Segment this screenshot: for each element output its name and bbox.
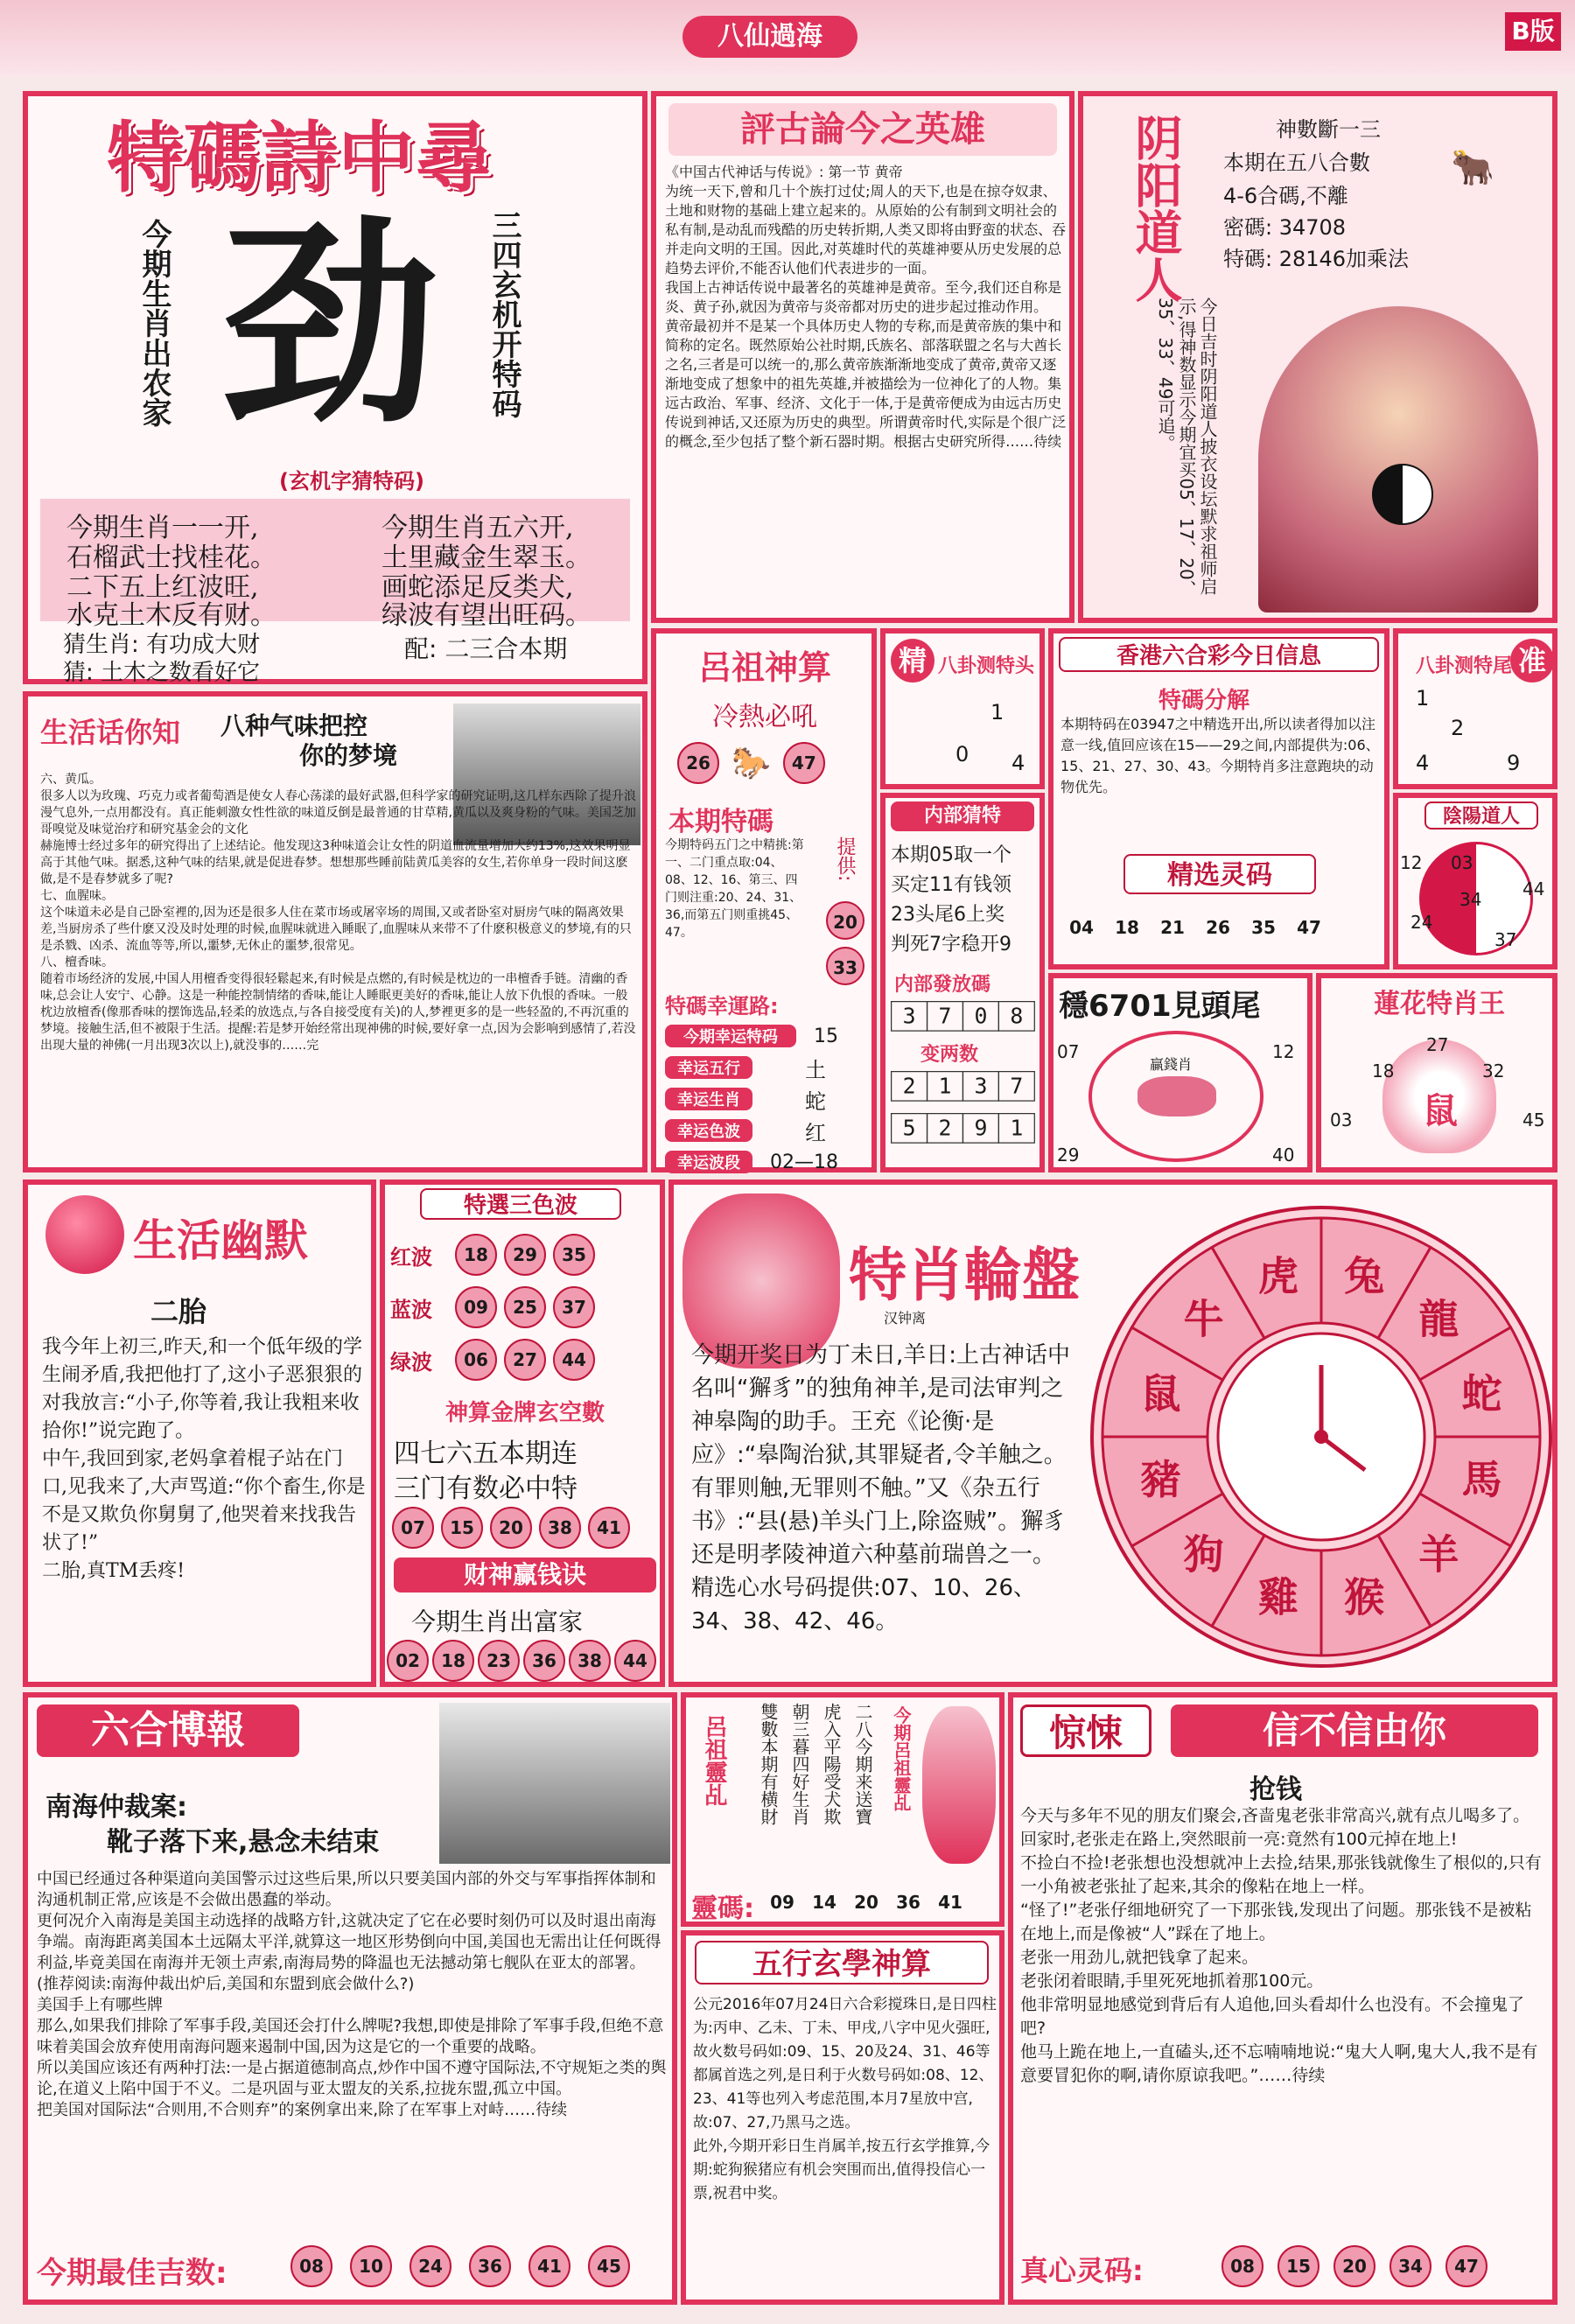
zodiac-label: 馬 xyxy=(1461,1456,1502,1504)
shock-title-1: 惊悚 xyxy=(1020,1704,1152,1757)
lucky-row xyxy=(665,1083,866,1115)
yinyang2-title: 陰陽道人 xyxy=(1424,802,1538,830)
poem-guess-1: 猜生肖: 有功成大财 xyxy=(63,632,261,658)
inner-box xyxy=(880,793,1045,1172)
lotus-num: 27 xyxy=(1426,1034,1449,1055)
wheel-box xyxy=(668,1180,1558,1687)
gold-ball: 41 xyxy=(588,1507,630,1549)
news-head-2: 靴子落下来,悬念未结束 xyxy=(107,1827,380,1858)
shock-title-2: 信不信由你 xyxy=(1171,1704,1538,1757)
best-ball: 41 xyxy=(528,2245,570,2287)
steady-ball: 07 xyxy=(1057,1041,1080,1062)
life-tag: 生活话你知 xyxy=(40,716,181,749)
lucky-row xyxy=(665,1115,866,1146)
gold-line-1: 四七六五本期连 xyxy=(394,1438,578,1469)
lucky-list xyxy=(665,1020,866,1178)
pick-ball: 26 xyxy=(1206,917,1230,938)
bagua-left-box xyxy=(880,628,1045,789)
digits-row-3 xyxy=(891,1113,1043,1144)
color-rows xyxy=(390,1228,598,1386)
pick-ball: 47 xyxy=(1297,917,1321,938)
masthead-title: 八仙過海 xyxy=(682,16,858,58)
lucky-label: 幸运波段 xyxy=(665,1151,752,1173)
lingqian-right: 今期呂祖靈乩 xyxy=(891,1706,912,1811)
digit: 2 xyxy=(891,1071,928,1102)
zodiac-label: 狗 xyxy=(1183,1530,1224,1578)
wheel-author: 汉钟离 xyxy=(884,1310,927,1326)
lvzu-title: 呂祖神算 xyxy=(697,648,831,687)
digit: 1 xyxy=(927,1071,963,1102)
color-title: 特選三色波 xyxy=(420,1188,621,1220)
history-title: 評古論今之英雄 xyxy=(668,103,1057,156)
pick-ball: 35 xyxy=(1251,917,1276,938)
yin-yang-icon xyxy=(1372,464,1433,525)
news-title: 六合博報 xyxy=(37,1704,299,1757)
lvzu-special-text: 今期特码五门之中精挑:第一、二门重点取:04、08、12、16、第三、四门则注重:20、24、31、36,而第五门则重挑45、47。 xyxy=(665,838,804,940)
color-row xyxy=(390,1228,598,1281)
yinyang-box xyxy=(1078,91,1558,623)
best-ball: 15 xyxy=(1278,2245,1320,2287)
color-ball: 44 xyxy=(553,1339,595,1381)
poem-line: 今期生肖五六开, xyxy=(382,513,574,543)
lotus-box xyxy=(1316,973,1558,1172)
zodiac-label: 龍 xyxy=(1418,1295,1460,1343)
gold-line-2: 三门有数必中特 xyxy=(394,1474,578,1504)
steady-ball: 29 xyxy=(1057,1144,1080,1166)
lvzu-provide-ball: 20 xyxy=(826,901,864,940)
lotus-num: 45 xyxy=(1522,1110,1545,1130)
shock-best-balls xyxy=(1214,2245,1494,2287)
lingqian-ball: 41 xyxy=(938,1892,962,1913)
edition-tag: B版 xyxy=(1505,12,1561,51)
best-ball: 34 xyxy=(1390,2245,1432,2287)
lingqian-box xyxy=(681,1692,1004,1927)
wheel-text: 今期开奖日为丁未日,羊日:上古神话中名叫“獬豸”的独角神羊,是司法审判之神皋陶的助手。王充《论衡·是应》:“皋陶治狱,其罪疑者,令羊触之。有罪则触,无罪则不触。”又《杂五行书》:“县(悬)羊头门上,除盗贼”。獬豸还是明孝陵神道六种墓前瑞兽之一。精选心水号码提供:07、10、26、34、38、42、46。 xyxy=(691,1342,1071,1634)
shock-story-title: 抢钱 xyxy=(1250,1774,1302,1805)
lingqian-ball: 20 xyxy=(854,1892,878,1913)
gold-ball: 20 xyxy=(490,1507,532,1549)
bagua-right-num: 9 xyxy=(1507,751,1521,775)
lingqian-ball: 14 xyxy=(812,1892,836,1913)
poem-left-vertical: 今期生肖出农家 xyxy=(136,219,172,427)
yinyang-line: 密碼: 34708 xyxy=(1223,215,1347,240)
yinyang2-box xyxy=(1393,793,1558,970)
humor-box xyxy=(23,1180,376,1687)
fortune-line: 今期生肖出富家 xyxy=(411,1607,584,1636)
horse-icon: 🐎 xyxy=(732,746,771,781)
pick-ball: 18 xyxy=(1115,917,1139,938)
lvzu-ball: 26 xyxy=(677,742,719,784)
zodiac-label: 雞 xyxy=(1257,1573,1298,1621)
pick-ball: 21 xyxy=(1160,917,1185,938)
poem-match: 配: 二三合本期 xyxy=(404,634,568,663)
wuxing-title: 五行玄學神算 xyxy=(695,1941,989,1984)
hk-box xyxy=(1048,628,1390,970)
steady-label: 贏錢肖 xyxy=(1150,1056,1193,1073)
sage-figure xyxy=(1258,306,1538,612)
inner-change-title: 变两数 xyxy=(920,1044,979,1066)
bagua-right-title: 准 xyxy=(1510,639,1554,682)
color-ball: 18 xyxy=(455,1234,497,1276)
bagua-right-num: 2 xyxy=(1451,716,1465,740)
smiley-icon xyxy=(46,1195,124,1274)
history-text: 《中国古代神话与传说》: 第一节 黄帝 为统一天下,曾和几十个族打过仗;周人的天下,也是在掠夺奴隶、土地和财物的基础上建立起来的。从原始的公有制到文明社会的私有制,是动乱而残酷的历史转折期,人类又即将由野蛮的状态、吞并走向文明的王国。因此,对英雄时代的英雄神要从历史发展的总趋势去评价,不能否认他们代表进步的一面。 我国上古神话传说中最著名的英雄神是黄帝。至今,我们还自称是炎、黄子孙,就因为黄帝与炎帝都对历史的进步起过推动作用。 黄帝最初并不是某一个具体历史人物的专称,而是黄帝族的集中和简称的定名。既然原始公社时期,氏族名、部落联盟之名与大酋长之名,三者是可以统一的,那么黄帝族渐渐地变成了黄帝,黄帝又逐渐地变成了想象中的祖先英雄,并被描绘为一位神化了的人物。集远古政治、军事、经济、文化于一体,于是黄帝便成为由远古历史传说到神话,又还原为历史的典型。所谓黄帝时代,实际是个很广泛的概念,至少包括了整个新石器时期。根据古史研究所得……待续 xyxy=(665,164,1067,450)
zodiac-label: 豬 xyxy=(1140,1456,1181,1504)
poem-big-char: 劲 xyxy=(220,195,439,452)
hk-pick-title: 精选灵码 xyxy=(1124,854,1316,894)
lucky-row xyxy=(665,1146,866,1178)
history-box xyxy=(651,91,1074,623)
fortune-ball: 02 xyxy=(387,1640,429,1682)
news-photo xyxy=(439,1703,670,1864)
yy2-num: 44 xyxy=(1522,878,1545,900)
life-text: 六、黄瓜。 很多人以为玫瑰、巧克力或者葡萄酒是使女人春心荡漾的最好武器,但科学家的研究证明,这几样东西除了提升浪漫气息外,一点用都没有。真正能刺激女性性欲的味道反倒是最普通的甘草精,黄瓜以及爽身粉的气味。美国芝加哥嗅觉及味觉治疗和研究基金会的文化 赫施博士经过多年的研究得出了上述结论。他发现这3种味道会让女性的阴道血流量增加大约13%,这效果明显高于其他气味。据悉,这种气味的结果,就是促进春梦。想想那些睡前陆黄瓜美容的女生,若你单身一段时间这麽做,是不是春梦就多了呢? 七、血腥味。 这个味道未必是自己卧室裡的,因为还是很多人住在菜市场或屠宰场的周围,又或者卧室对厨房气味的隔离效果差,当厨房杀了些什麽又没及时处理的时候,血腥味就进入睡眠了,血腥味从来带不了什麽积极意义的梦境,有的只是杀戮、凶杀、流血等等,所以,噩梦,无休止的噩梦,很常见。 八、檀香味。 随着市场经济的发展,中国人用檀香变得很轻鬆起来,有时候是点燃的,有时候是枕边的一串檀香手链。清幽的香味,总会让人安宁、心静。这是一种能控制情绪的香味,能让人睡眠更美好的香味,能让人放下仇恨的香味。一般枕边放檀香(像那香味的摆饰选品,轻柔的放选点,与各自接受度有关)的人,梦裡更多的是一些轻盈的,不再沉重的梦境。接触生活,但不被限于生活。提醒:若是梦开始经常出现神佛的时候,要好拿一点,因为会影响到感情了,若没出现大量的神佛(一月出现3次以上),就没事的……完 xyxy=(40,773,636,1053)
poem-line: 画蛇添足反类犬, xyxy=(382,572,574,603)
wuxing-text: 公元2016年07月24日六合彩搅珠日,是日四柱为:丙申、乙未、丁未、甲戌,八字中见火强旺,故火数号码如:09、15、20及24、31、46等都属首选之列,是日利于火数号码如:08、12、23、41等也列入考虑范围,本月7星放中宫,故:07、27,乃黑马之选。 此外,今期开彩日生肖属羊,按五行玄学推算,今期:蛇狗猴猪应有机会突围而出,值得投信心一票,祝君中奖。 xyxy=(693,1996,997,2202)
lotus-center: 鼠 xyxy=(1423,1091,1458,1131)
color-ball: 25 xyxy=(504,1286,546,1328)
wheel-title: 特肖輪盤 xyxy=(849,1242,1080,1309)
yy2-num: 37 xyxy=(1494,929,1517,950)
best-ball: 08 xyxy=(290,2245,332,2287)
poem-line: 土里藏金生翠玉。 xyxy=(382,542,592,573)
poem-right-vertical: 三四玄机开特码 xyxy=(486,210,522,418)
zodiac-label: 鼠 xyxy=(1140,1369,1181,1418)
news-box xyxy=(23,1692,677,2305)
fortune-ball: 44 xyxy=(614,1640,656,1682)
lingqian-col: 朝三暮四好生肖 xyxy=(789,1703,810,1825)
lingqian-col: 二八今期来送寶 xyxy=(852,1703,873,1825)
yinyang-line: 4-6合碼,不離 xyxy=(1223,184,1348,208)
best-ball: 45 xyxy=(588,2245,630,2287)
news-best-label: 今期最佳吉数: xyxy=(37,2256,228,2291)
wuxing-box xyxy=(681,1930,1004,2305)
inner-line: 23头尾6上奖 xyxy=(891,904,1004,926)
color-label: 红波 xyxy=(390,1244,432,1270)
inner-line: 判死7字稳开9 xyxy=(891,934,1012,956)
lotus-num: 32 xyxy=(1482,1060,1505,1082)
fortune-title: 财神赢钱诀 xyxy=(394,1558,656,1592)
yinyang-line: 本期在五八合數 xyxy=(1223,150,1370,175)
gold-title: 神算金牌玄空數 xyxy=(444,1400,605,1426)
steady-box xyxy=(1048,973,1312,1172)
life-box xyxy=(23,691,648,1172)
zodiac-label: 蛇 xyxy=(1461,1369,1502,1418)
bagua-left-sub: 八卦测特头 xyxy=(938,655,1035,677)
poem-caption: (玄机字猜特码) xyxy=(279,469,424,494)
digit: 3 xyxy=(962,1071,999,1102)
color-ball: 37 xyxy=(553,1286,595,1328)
poem-title: 特碼詩中尋 xyxy=(107,113,493,203)
best-ball: 08 xyxy=(1222,2245,1264,2287)
zodiac-label: 兔 xyxy=(1344,1252,1385,1300)
bagua-left-title: 精 xyxy=(891,639,934,682)
poem-line: 绿波有望出旺码。 xyxy=(382,600,592,631)
fortune-ball: 23 xyxy=(478,1640,520,1682)
bagua-right-num: 1 xyxy=(1416,686,1430,710)
poem-line: 今期生肖一一开, xyxy=(66,513,259,543)
lotus-num: 18 xyxy=(1372,1060,1395,1082)
gold-ball: 15 xyxy=(441,1507,483,1549)
life-title-2: 你的梦境 xyxy=(299,741,398,770)
sage-figure xyxy=(922,1706,996,1864)
gold-ball: 07 xyxy=(392,1507,434,1549)
digits-row-2 xyxy=(891,1071,1043,1102)
news-text: 中国已经通过各种渠道向美国警示过这些后果,所以只要美国内部的外交与军事指挥体制和沟通机制正常,应该是不会做出愚蠢的举动。 更何况介入南海是美国主动选择的战略方针,这就决定了它在必要时刻仍可以及时退出南海争端。南海距离美国本土远隔太平洋,就算这一地区形势倒向中国,美国也无需出让任何既得利益,毕竟美国在南海并无领土声索,南海局势的降温也无法撼动第七舰队在亚太的部署。(推荐阅读:南海仲裁出炉后,美国和东盟到底会做什么?) 美国手上有哪些牌 那么,如果我们排除了军事手段,美国还会打什么牌呢?我想,即使是排除了军事手段,但绝不意味着美国会放弃使用南海问题来遏制中国,因为这是它的一个重要的战略。 所以美国应该还有两种打法:一是占据道德制高点,炒作中国不遵守国际法,不守规矩之类的舆论,在道义上陷中国于不义。二是巩固与亚太盟友的关系,拉拢东盟,孤立中国。 把美国对国际法“合则用,不合则弃”的案例拿出来,除了在军事上对峙……待续 xyxy=(37,1870,667,2119)
steady-title: 穩6701見頭尾 xyxy=(1059,989,1261,1024)
fortune-ball: 36 xyxy=(523,1640,565,1682)
lucky-label: 幸运色波 xyxy=(665,1119,752,1142)
fortune-balls xyxy=(385,1640,658,1682)
lucky-label: 幸运生肖 xyxy=(665,1088,752,1110)
digit: 8 xyxy=(998,1001,1035,1032)
lucky-value: 红 xyxy=(805,1120,826,1145)
hk-title: 香港六合彩今日信息 xyxy=(1059,637,1379,672)
inner-title: 内部猜特 xyxy=(891,802,1034,831)
lingqian-ball: 36 xyxy=(896,1892,920,1913)
lingqian-col: 雙數本期有横財 xyxy=(758,1703,779,1825)
yinyang-line: 神數斷一三 xyxy=(1276,117,1381,142)
yinyang-title: 阴阳道人 xyxy=(1128,114,1183,303)
zodiac-label: 羊 xyxy=(1418,1530,1460,1578)
bagua-right-sub: 八卦测特尾 xyxy=(1416,655,1513,677)
bagua-left-num: 1 xyxy=(990,700,1004,724)
lvzu-provide-label: 提供: xyxy=(834,836,856,882)
news-head-1: 南海仲裁案: xyxy=(46,1792,187,1823)
lucky-value: 土 xyxy=(805,1057,826,1082)
news-best-balls xyxy=(282,2245,639,2287)
lucky-value: 02—18 xyxy=(770,1151,838,1173)
best-ball: 24 xyxy=(410,2245,452,2287)
bagua-left-num: 4 xyxy=(1012,751,1026,775)
digit: 7 xyxy=(998,1071,1035,1102)
poem-guess-2: 猜: 土木之数看好它 xyxy=(63,660,261,686)
poem-line: 水克土木反有财。 xyxy=(66,600,276,631)
shock-box xyxy=(1008,1692,1558,2305)
bagua-right-box xyxy=(1393,628,1558,789)
poem-line: 二下五上红波旺, xyxy=(66,572,259,603)
lucky-value: 蛇 xyxy=(805,1088,826,1114)
digit: 7 xyxy=(927,1001,963,1032)
color-label: 蓝波 xyxy=(390,1297,432,1322)
hk-picks xyxy=(1059,908,1332,947)
lvzu-subtitle: 冷熱必吼 xyxy=(712,702,817,732)
life-title-1: 八种气味把控 xyxy=(220,711,368,740)
color-box xyxy=(380,1180,665,1687)
lucky-title: 特碼幸運路: xyxy=(665,994,779,1018)
lingqian-left: 呂祖靈乩 xyxy=(701,1715,727,1806)
poem-line: 石榴武士找桂花。 xyxy=(66,542,276,573)
gold-balls xyxy=(388,1507,634,1549)
color-row xyxy=(390,1334,598,1386)
best-ball: 47 xyxy=(1446,2245,1488,2287)
yy2-num: 12 xyxy=(1400,852,1423,873)
lucky-label: 今期幸运特码 xyxy=(665,1025,796,1047)
steady-ball: 40 xyxy=(1272,1144,1295,1166)
yy2-num: 34 xyxy=(1460,889,1482,910)
color-row xyxy=(390,1281,598,1334)
lingqian-col: 虎入平陽受犬欺 xyxy=(821,1703,842,1825)
lucky-row xyxy=(665,1020,866,1052)
yy2-num: 03 xyxy=(1451,852,1474,873)
lucky-row xyxy=(665,1052,866,1083)
hk-sub: 特碼分解 xyxy=(1158,688,1250,714)
bagua-right-num: 4 xyxy=(1416,751,1430,775)
digits-row-1 xyxy=(891,1001,1043,1032)
best-ball: 20 xyxy=(1334,2245,1376,2287)
hk-text: 本期特码在03947之中精选开出,所以读者得加以注意一线,值回应该在15——29之间,内部提供为:06、15、21、27、30、43。今期特肖多注意跑块的动物优先。 xyxy=(1060,716,1380,795)
humor-story-title: 二胎 xyxy=(150,1295,207,1328)
yinyang-note: 今日吉时阴阳道人披衣设坛默求祖师启示,得神数显示今期宜买05、17、20、35、33、49可追。 xyxy=(1155,298,1218,598)
masthead xyxy=(0,0,1575,75)
digit: 0 xyxy=(962,1001,999,1032)
poem-box xyxy=(23,91,648,684)
rhino-icon xyxy=(1138,1076,1216,1116)
steady-ball: 12 xyxy=(1272,1041,1295,1062)
lvzu-provide-ball: 33 xyxy=(826,947,864,985)
lingqian-ball: 09 xyxy=(770,1892,794,1913)
bagua-left-num: 0 xyxy=(956,742,970,766)
digit: 3 xyxy=(891,1001,928,1032)
inner-line: 本期05取一个 xyxy=(891,844,1012,866)
best-ball: 10 xyxy=(350,2245,392,2287)
color-ball: 27 xyxy=(504,1339,546,1381)
fortune-ball: 18 xyxy=(432,1640,474,1682)
best-ball: 36 xyxy=(469,2245,511,2287)
lotus-num: 03 xyxy=(1330,1110,1353,1130)
inner-release-title: 内部發放碼 xyxy=(894,974,991,996)
gold-ball: 38 xyxy=(539,1507,581,1549)
lvzu-box xyxy=(651,628,877,1172)
shock-best-label: 真心灵码: xyxy=(1020,2254,1144,2287)
digit: 5 xyxy=(891,1113,928,1144)
pick-ball: 04 xyxy=(1069,917,1094,938)
shock-story: 今天与多年不见的朋友们聚会,吝啬鬼老张非常高兴,就有点儿喝多了。 回家时,老张走在路上,突然眼前一亮:竟然有100元掉在地上! 不捡白不捡!老张想也没想就冲上去捡,结果,那张钱就像生了根似的,只有一小角被老张扯了起来,其余的像粘在地上一样。 “怪了!”老张仔细地研究了一下那张钱,发现出了问题。那张钱不是被粘在地上,而是像被“人”踩在了地上。 老张一用劲儿,就把钱拿了起来。 老张闭着眼睛,手里死死地抓着那100元。 他非常明显地感觉到背后有人追他,回头看却什么也没有。不会撞鬼了吧? 他马上跪在地上,一直磕头,还不忘喃喃地说:“鬼大人啊,鬼大人,我不是有意要冒犯你的啊,请你原谅我吧。”……待续 xyxy=(1020,1806,1542,2085)
lingqian-balls xyxy=(761,1883,971,1922)
zodiac-label: 虎 xyxy=(1257,1252,1298,1300)
digit: 9 xyxy=(962,1113,999,1144)
zodiac-label: 猴 xyxy=(1344,1573,1385,1621)
color-ball: 06 xyxy=(455,1339,497,1381)
lucky-label: 幸运五行 xyxy=(665,1056,752,1079)
lvzu-ball: 47 xyxy=(783,742,825,784)
color-ball: 29 xyxy=(504,1234,546,1276)
lvzu-special-title: 本期特碼 xyxy=(668,807,774,837)
color-ball: 35 xyxy=(553,1234,595,1276)
humor-title: 生活幽默 xyxy=(133,1215,308,1266)
yinyang-line: 特碼: 28146加乘法 xyxy=(1223,247,1410,271)
lucky-value: 15 xyxy=(814,1025,838,1047)
poem-lines xyxy=(40,499,630,631)
color-label: 绿波 xyxy=(390,1349,432,1375)
zodiac-wheel xyxy=(1085,1190,1558,1684)
lvzu-balls xyxy=(674,742,829,784)
ox-icon: 🐂 xyxy=(1451,148,1494,188)
color-ball: 09 xyxy=(455,1286,497,1328)
lingqian-label: 靈碼: xyxy=(691,1894,754,1924)
digit: 2 xyxy=(927,1113,963,1144)
humor-story: 我今年上初三,昨天,和一个低年级的学生闹矛盾,我把他打了,这小子恶狠狠的对我放言:“小子,你等着,我让我粗来收拾你!”说完跑了。 中午,我回到家,老妈拿着棍子站在门口,见我来了,大声骂道:“你个畜生,你是不是又欺负你舅舅了,他哭着来找我告状了!” 二胎,真TM丢疼! xyxy=(42,1336,366,1582)
fortune-ball: 38 xyxy=(569,1640,611,1682)
digit: 1 xyxy=(998,1113,1035,1144)
yy2-num: 24 xyxy=(1410,912,1433,933)
zodiac-label: 牛 xyxy=(1183,1295,1224,1343)
lotus-title: 蓮花特肖王 xyxy=(1374,989,1505,1019)
inner-line: 买定11有钱领 xyxy=(891,874,1012,896)
